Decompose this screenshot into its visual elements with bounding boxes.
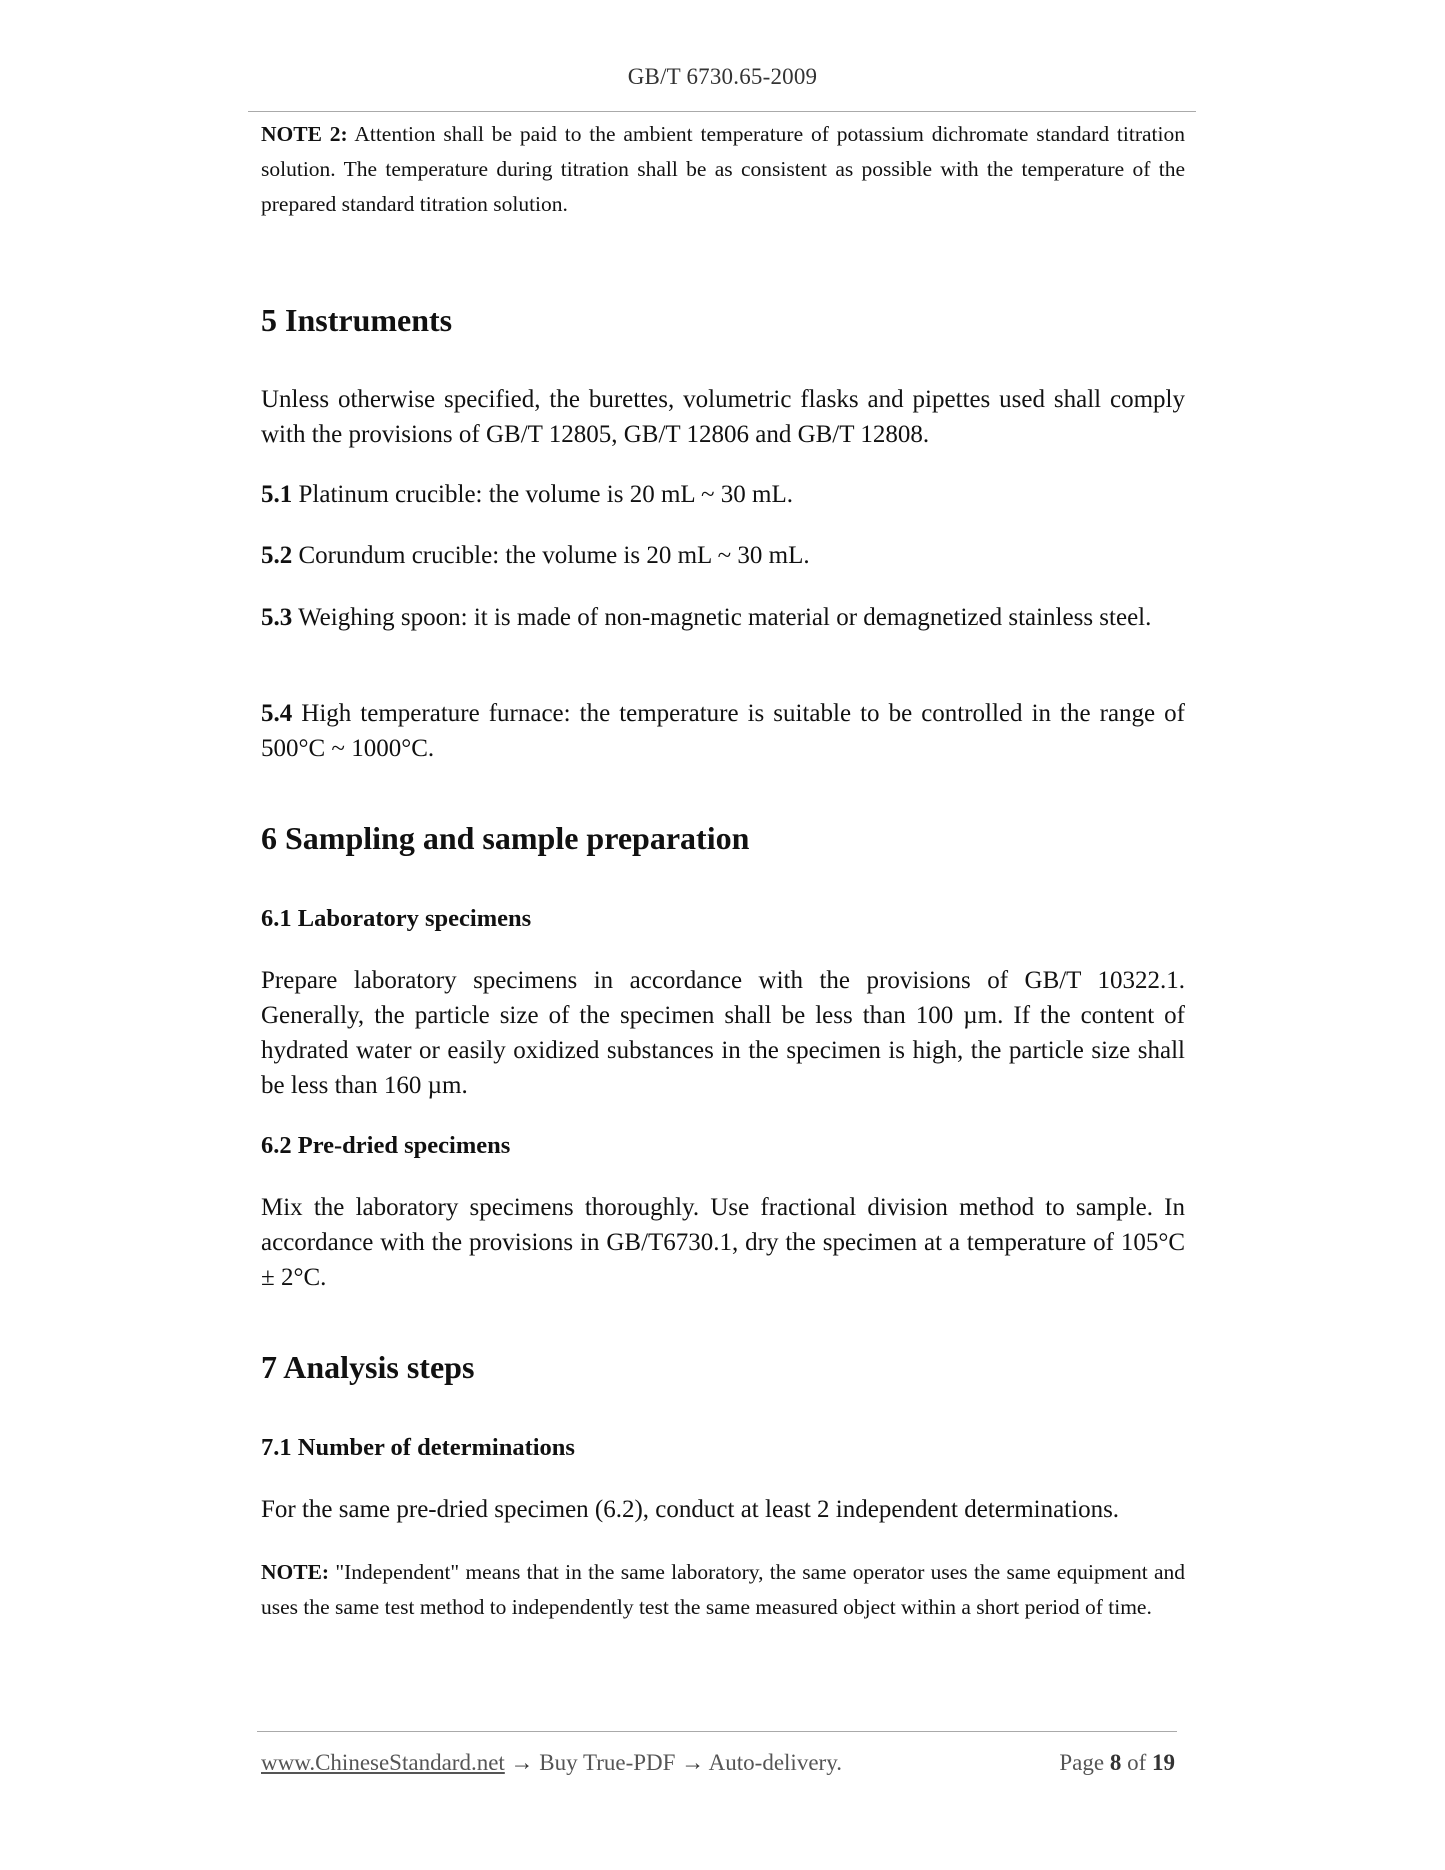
buy-true-pdf-text: Buy True-PDF <box>539 1750 676 1775</box>
item-number: 5.4 <box>261 700 293 727</box>
section-7-1-heading: 7.1 Number of determinations <box>261 1434 575 1461</box>
section-6-heading: 6 Sampling and sample preparation <box>261 820 750 856</box>
page-total: 19 <box>1152 1750 1175 1775</box>
header-divider <box>248 111 1196 112</box>
arrow-right-icon: → <box>510 1750 534 1775</box>
of-label: of <box>1127 1750 1147 1775</box>
item-text: Corundum crucible: the volume is 20 mL ~ 30 mL. <box>298 542 810 569</box>
note-2-text: Attention shall be paid to the ambient temperature of potassium dichromate standard titration solution. The temperature during titration shall be as consistent as possible with the temperature of the prepared standard titration solution. <box>261 122 1185 216</box>
note-text: "Independent" means that in the same laboratory, the same operator uses the same equipment and uses the same test method to independently test the same measured object within a short period of time. <box>261 1560 1186 1619</box>
item-text: Platinum crucible: the volume is 20 mL ~ 30 mL. <box>298 481 793 508</box>
item-5-3 <box>261 600 1185 635</box>
note-2-label: NOTE 2: <box>261 122 348 146</box>
section-6-1-text: Prepare laboratory specimens in accordance with the provisions of GB/T 10322.1. Generally, the particle size of the specimen shall be less than 100 µm. If the content of hydrated water or easily oxidized substances in the specimen is high, the particle size shall be less than 160 µm. <box>261 967 1185 1099</box>
item-5-1 <box>261 477 1185 512</box>
section-7-note <box>261 1555 1185 1625</box>
item-number: 5.2 <box>261 542 293 569</box>
note-label: NOTE: <box>261 1560 330 1584</box>
section-6-2-heading: 6.2 Pre-dried specimens <box>261 1132 511 1159</box>
auto-delivery-text: Auto-delivery. <box>708 1750 842 1775</box>
page-label: Page <box>1059 1750 1105 1775</box>
note-2 <box>261 117 1185 222</box>
item-text: Weighing spoon: it is made of non-magnetic material or demagnetized stainless steel. <box>298 604 1152 631</box>
section-7-heading: 7 Analysis steps <box>261 1349 475 1385</box>
footer-divider <box>257 1731 1177 1732</box>
item-5-4 <box>261 696 1185 766</box>
section-7-1-text: For the same pre-dried specimen (6.2), conduct at least 2 independent determinations. <box>261 1496 1120 1523</box>
item-5-2 <box>261 538 1185 573</box>
section-5-heading: 5 Instruments <box>261 302 453 338</box>
section-6-2-text: Mix the laboratory specimens thoroughly. Use fractional division method to sample. In accordance with the provisions in GB/T6730.1, dry the specimen at a temperature of 105°C ± 2°C. <box>261 1194 1185 1291</box>
page-number: 8 <box>1109 1750 1122 1775</box>
item-number: 5.1 <box>261 481 293 508</box>
arrow-right-icon: → <box>681 1750 705 1775</box>
section-5-intro: Unless otherwise specified, the burettes, volumetric flasks and pipettes used shall comply with the provisions of GB/T 12805, GB/T 12806 and GB/T 12808. <box>261 386 1185 448</box>
page-indicator <box>1059 1748 1175 1778</box>
page-header-title: GB/T 6730.65-2009 <box>627 64 818 89</box>
section-6-1-heading: 6.1 Laboratory specimens <box>261 905 532 932</box>
item-number: 5.3 <box>261 604 293 631</box>
footer-links <box>261 1748 842 1778</box>
chinese-standard-link[interactable]: www.ChineseStandard.net <box>261 1750 505 1775</box>
item-text: High temperature furnace: the temperature is suitable to be controlled in the range of 500°C ~ 1000°C. <box>261 700 1185 762</box>
